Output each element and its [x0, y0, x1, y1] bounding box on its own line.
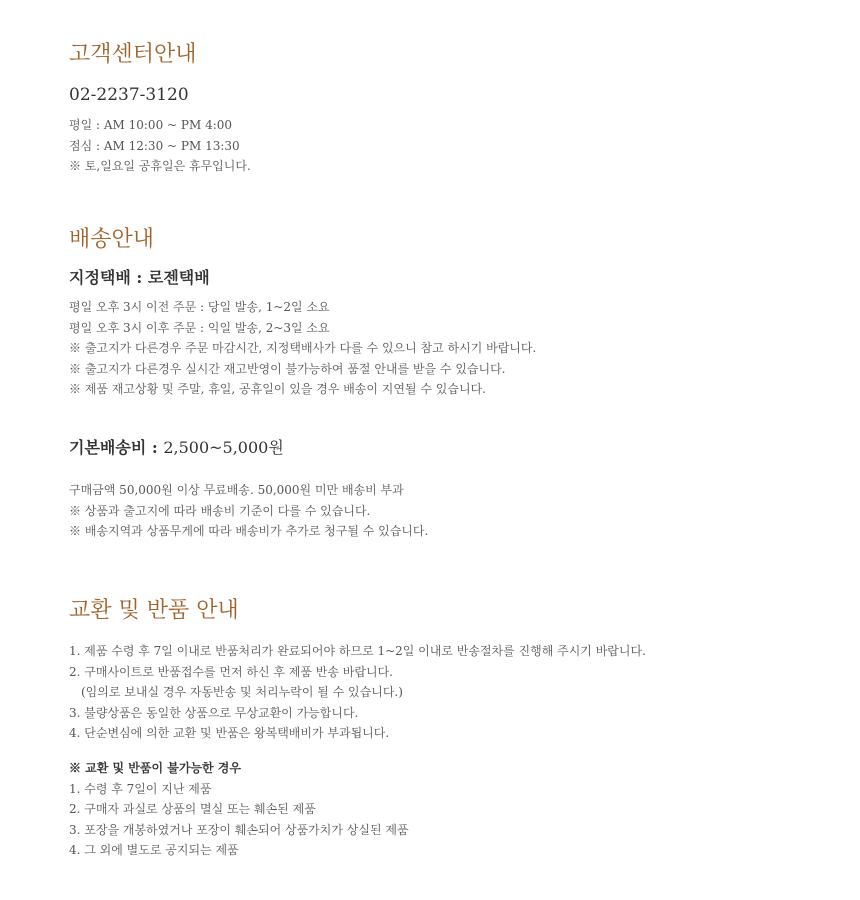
exchange-not-allowed-item: 3. 포장을 개봉하였거나 포장이 훼손되어 상품가치가 상실된 제품	[69, 822, 409, 837]
shipping-fee-heading	[69, 437, 284, 459]
exchange-steps	[69, 641, 646, 744]
exchange-not-allowed	[69, 758, 409, 861]
exchange-not-allowed-item: 1. 수령 후 7일이 지난 제품	[69, 781, 212, 796]
customer-center-phone: 02-2237-3120	[69, 85, 189, 105]
hours-holiday-note: ※ 토,일요일 공휴일은 휴무입니다.	[69, 159, 251, 173]
shipping-fee-value: 2,500~5,000원	[163, 438, 284, 457]
exchange-step: 2. 구매사이트로 반품접수를 먼저 하신 후 제품 반송 바랍니다.	[69, 664, 393, 679]
shipping-notes	[69, 297, 536, 400]
shipping-note: 평일 오후 3시 이전 주문 : 당일 발송, 1~2일 소요	[69, 300, 330, 314]
shipping-courier: 지정택배 : 로젠택배	[69, 268, 210, 287]
shipping-note: ※ 출고지가 다른경우 실시간 재고반영이 불가능하여 품절 안내를 받을 수 있습니다.	[69, 361, 506, 376]
shipping-fee-notes	[69, 480, 428, 542]
customer-center-hours	[69, 115, 251, 177]
exchange-step: 3. 불량상품은 동일한 상품으로 무상교환이 가능합니다.	[69, 705, 359, 720]
shipping-note: 평일 오후 3시 이후 주문 : 익일 발송, 2~3일 소요	[69, 320, 330, 335]
hours-weekday: 평일 : AM 10:00 ~ PM 4:00	[69, 118, 233, 132]
exchange-step: 1. 제품 수령 후 7일 이내로 반품처리가 완료되어야 하므로 1~2일 이내로 반송절차를 진행해 주시기 바랍니다.	[69, 644, 646, 658]
hours-lunch: 점심 : AM 12:30 ~ PM 13:30	[69, 138, 240, 153]
shipping-fee-note: 구매금액 50,000원 이상 무료배송. 50,000원 미만 배송비 부과	[69, 483, 404, 497]
exchange-not-allowed-item: 4. 그 외에 별도로 공지되는 제품	[69, 843, 239, 857]
shipping-title: 배송안내	[69, 227, 155, 252]
shipping-fee-label: 기본배송비 :	[69, 438, 164, 457]
shipping-note: ※ 출고지가 다른경우 주문 마감시간, 지정택배사가 다를 수 있으니 참고 하시기 바랍니다.	[69, 341, 537, 355]
exchange-step: 4. 단순변심에 의한 교환 및 반품은 왕복택배비가 부과됩니다.	[69, 726, 390, 740]
exchange-title: 교환 및 반품 안내	[69, 598, 239, 623]
shipping-note: ※ 제품 재고상황 및 주말, 휴일, 공휴일이 있을 경우 배송이 지연될 수 있습니다.	[69, 382, 486, 396]
exchange-not-allowed-title: ※ 교환 및 반품이 불가능한 경우	[69, 761, 241, 775]
shipping-fee-note: ※ 상품과 출고지에 따라 배송비 기준이 다를 수 있습니다.	[69, 503, 371, 518]
exchange-not-allowed-item: 2. 구매자 과실로 상품의 멸실 또는 훼손된 제품	[69, 802, 316, 816]
customer-center-title: 고객센터안내	[69, 42, 197, 67]
exchange-step-note: (임의로 보내실 경우 자동반송 및 처리누락이 될 수 있습니다.)	[81, 685, 403, 699]
shipping-fee-note: ※ 배송지역과 상품무게에 따라 배송비가 추가로 청구될 수 있습니다.	[69, 524, 429, 538]
